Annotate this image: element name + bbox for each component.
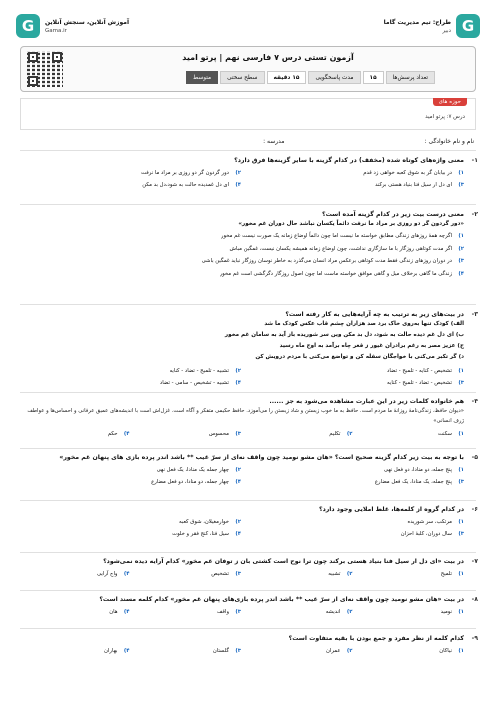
option-4[interactable]: ۴) حکم [107, 431, 130, 437]
option-3[interactable]: ۳) در دوران روزهای زندگی فقط مدت کوتاهی برعکس مراد انسان می‌گذرد به خاطر نوسان روزگار نباید غمگین باشی [201, 258, 464, 264]
gama-logo-icon: G [456, 14, 480, 38]
page-title: آزمون تستی درس ۷ فارسی نهم | پرتو امید [182, 53, 354, 62]
question-text: در کدام گروه از کلمه‌ها، غلط املایی وجود دارد؟ [318, 506, 464, 513]
exam-info-bar [184, 71, 435, 84]
question-number: ۵- [471, 454, 478, 461]
option-1[interactable]: ۱) سکنت [437, 431, 464, 437]
option-2[interactable]: ۲) چهار جمله یک منادا، یک فعل نهی [156, 467, 241, 473]
site-slogan: آموزش آنلاین، سنجش آنلاین [45, 18, 130, 26]
student-info-row [22, 138, 474, 145]
question-number: ۶- [471, 506, 478, 513]
divider [20, 392, 476, 393]
option-3[interactable]: ۳) گلستان [212, 648, 241, 654]
option-2[interactable]: ۲) عمران [325, 648, 353, 654]
option-2[interactable]: ۲) تکلیم [329, 431, 353, 437]
scope-text: درس ۷: پرتو امید [425, 114, 465, 120]
question-number: ۸- [471, 596, 478, 603]
question-1 [18, 156, 478, 191]
question-quote: «دور گردون گر دو روزی بر مراد ما نرفت دائماً یکسان نباشد حال دوران غم مخور» [238, 221, 464, 227]
option-3[interactable]: ۳) واقف [216, 609, 241, 615]
option-4[interactable]: ۴) سیل فنا، کنج فقر و خلوت [172, 531, 241, 537]
verse-c: ج) عزیز مصر به رغم برادران غیور ز قعر چاه برآمد به اوج ماه رسید [279, 343, 464, 349]
question-number: ۳- [471, 311, 478, 318]
question-count-label: تعداد پرسش‌ها [386, 71, 435, 84]
option-2[interactable]: ۲) تشبیه [328, 571, 353, 577]
question-text: معنی درست بیت زیر در کدام گزینه آمده است؟ [322, 211, 464, 218]
option-2[interactable]: ۲) اگر مدت کوتاهی روزگار با ما سازگاری نداشت، چون اوضاع زمانه همیشه یکسان نیست، غمگین مباش [229, 245, 464, 252]
option-2[interactable]: ۲) خوارمغیلان، شوق کعبه [179, 519, 241, 525]
divider [20, 590, 476, 591]
option-3[interactable]: ۳) سال دوران، کلبهٔ احزان [400, 531, 464, 537]
site-url[interactable]: Gama.ir [45, 27, 67, 34]
duration-value: ۱۵ دقیقه [267, 71, 307, 84]
verse-d: د) گر تکبر می‌کنی با خواجگان سفله کن و تواضع می‌کنی با مردم درویش کن [255, 354, 464, 360]
divider [20, 150, 476, 151]
question-number: ۲- [471, 211, 478, 218]
difficulty-value: متوسط [186, 71, 218, 84]
question-count-value: ۱۵ [363, 71, 384, 84]
question-text: معنی واژه‌های کوتاه شده (مخفف) در کدام گزینه با سایر گزینه‌ها فرق دارد؟ [234, 157, 464, 164]
question-number: ۴- [471, 398, 478, 405]
difficulty-label: سطح سختی [220, 71, 264, 84]
school-label: مدرسه : [263, 138, 285, 145]
question-5 [18, 453, 478, 488]
option-4[interactable]: ۴) زندگی ما گاهی برخلاف میل و گاهی موافق خواسته ماست اما چون اصول روزگار دگرگشی است غم مخور [219, 270, 464, 277]
question-4 [18, 397, 478, 440]
question-number: ۹- [471, 635, 478, 642]
scope-tag: حوزه های [433, 98, 467, 106]
question-text: در بیت‌های زیر به ترتیب به چه آرایه‌هایی به کار رفته است؟ [285, 311, 464, 318]
question-2 [18, 210, 478, 280]
option-3[interactable]: ۳) محسوس [208, 431, 241, 437]
divider [20, 204, 476, 205]
option-3[interactable]: ۳) پنج جمله، یک منادا، یک فعل مضارع [374, 479, 464, 485]
question-6 [18, 505, 478, 540]
option-1[interactable]: ۱) در بیابان گر به شوق کعبه خواهی زد قدم [363, 170, 464, 176]
divider [20, 304, 476, 305]
qr-code-icon[interactable] [27, 51, 63, 87]
divider [20, 500, 476, 501]
site-brand[interactable] [16, 14, 129, 38]
option-3[interactable]: ۳) ای دل ار سیل فنا بنیاد هستی برکند [375, 182, 464, 188]
question-number: ۱- [471, 157, 478, 164]
option-4[interactable]: ۴) چهار جمله، دو منادا، دو فعل مضارع [151, 479, 241, 485]
option-4[interactable]: ۴) واج آرایی [96, 571, 130, 577]
option-2[interactable]: ۲) دور گردون گر دو روزی بر مراد ما نرفت [141, 170, 241, 176]
option-4[interactable]: ۴) هان [109, 609, 130, 615]
divider [20, 552, 476, 553]
question-7 [18, 557, 478, 580]
option-1[interactable]: ۱) پنج جمله، دو منادا، دو فعل نهی [383, 467, 464, 473]
question-text: هم خانواده کلمات زیر در این عبارت مشاهده می‌شود به جز ...... [269, 398, 464, 405]
duration-label: مدت پاسخگویی [308, 71, 360, 84]
verse-a: الف) کودک تنها به‌روی خاک برد صد هزاران چشم قاب عکس کودک ما شد [264, 321, 464, 327]
option-1[interactable]: ۱) اگرچه همهٔ روزهای زندگی مطابق خواسته ما نیست اما چون دائماً اوضاع زمانه یک صورت نیست غم مخور [220, 233, 464, 239]
option-2[interactable]: ۲) تشبیه - تلمیح - تضاد - کنایه [169, 368, 241, 374]
scope-box [20, 98, 476, 130]
question-text: با توجه به بیت زیر کدام گزینه صحیح است؟ «هان مشو نومید چون واقف نه‌ای از سرّ غیب ** باشد اندر پرده بازی های پنهان غم مخور» [59, 454, 464, 461]
option-3[interactable]: ۳) تشخیص - تضاد - تلمیح - کنایه [387, 380, 464, 386]
exam-title-box [20, 46, 476, 92]
option-1[interactable]: ۱) نومید [440, 609, 464, 615]
designer-role: دبیر [442, 27, 451, 34]
student-name-label: نام و نام خانوادگی : [424, 138, 474, 145]
option-1[interactable]: ۱) نیاکان [439, 648, 464, 654]
option-3[interactable]: ۳) تشخیص [211, 571, 241, 577]
verse-b: ب) ای دل غم دیده حالت به شود، دل بد مکن وین سر شوریده باز آید به سامان غم مخور [224, 332, 464, 338]
option-2[interactable]: ۲) اندیشه [325, 609, 353, 615]
question-number: ۷- [471, 558, 478, 565]
divider [20, 448, 476, 449]
divider [20, 628, 476, 629]
question-8 [18, 595, 478, 618]
question-9 [18, 634, 478, 657]
option-1[interactable]: ۱) مرتکب، سر شوریده [407, 519, 464, 525]
question-text: کدام کلمه از نظر مفرد و جمع بودن با بقیه متفاوت است؟ [288, 635, 464, 642]
question-3 [18, 310, 478, 389]
question-text: در بیت «هان مشو نومید چون واقف نه‌ای از سرّ غیب ** باشد اندر پرده بازی‌های پنهان غم مخور» کدام کلمه مسند است؟ [99, 596, 464, 603]
option-4[interactable]: ۴) ای دل غمدیده حالت به شود،دل بد مکن [142, 182, 241, 188]
option-1[interactable]: ۱) تشخیص - کنایه - تلمیح - تضاد [387, 368, 464, 374]
question-quote: «دیوان حافظ، زندگی‌نامهٔ روزانهٔ ما مردم است. حافظ به ما خوب زیستن و شاد زیستن را می‌آموزد. حافظ حکیمی متفکر و آگاه است. غزل‌اش است با اندیشه‌های عمیق عرفانی و احساس‌ها و عواطف ژرف انسانی» [27, 408, 464, 424]
option-4[interactable]: ۴) تشبیه - تشخیص - سامی - تضاد [159, 380, 241, 386]
option-4[interactable]: ۴) بهاران [104, 648, 130, 654]
designer-brand [384, 14, 480, 38]
gama-logo-icon: G [16, 14, 40, 38]
option-1[interactable]: ۱) تلمیح [440, 571, 464, 577]
question-text: در بیت «ای دل ار سیل فنا بنیاد هستی برکند چون ترا نوح است کشتی بان ز توفان غم مخور» کدام آرایه دیده نمی‌شود؟ [103, 558, 464, 565]
designer-line: طراح: تیم مدیریت گاما [383, 18, 451, 26]
page-header [16, 14, 480, 40]
